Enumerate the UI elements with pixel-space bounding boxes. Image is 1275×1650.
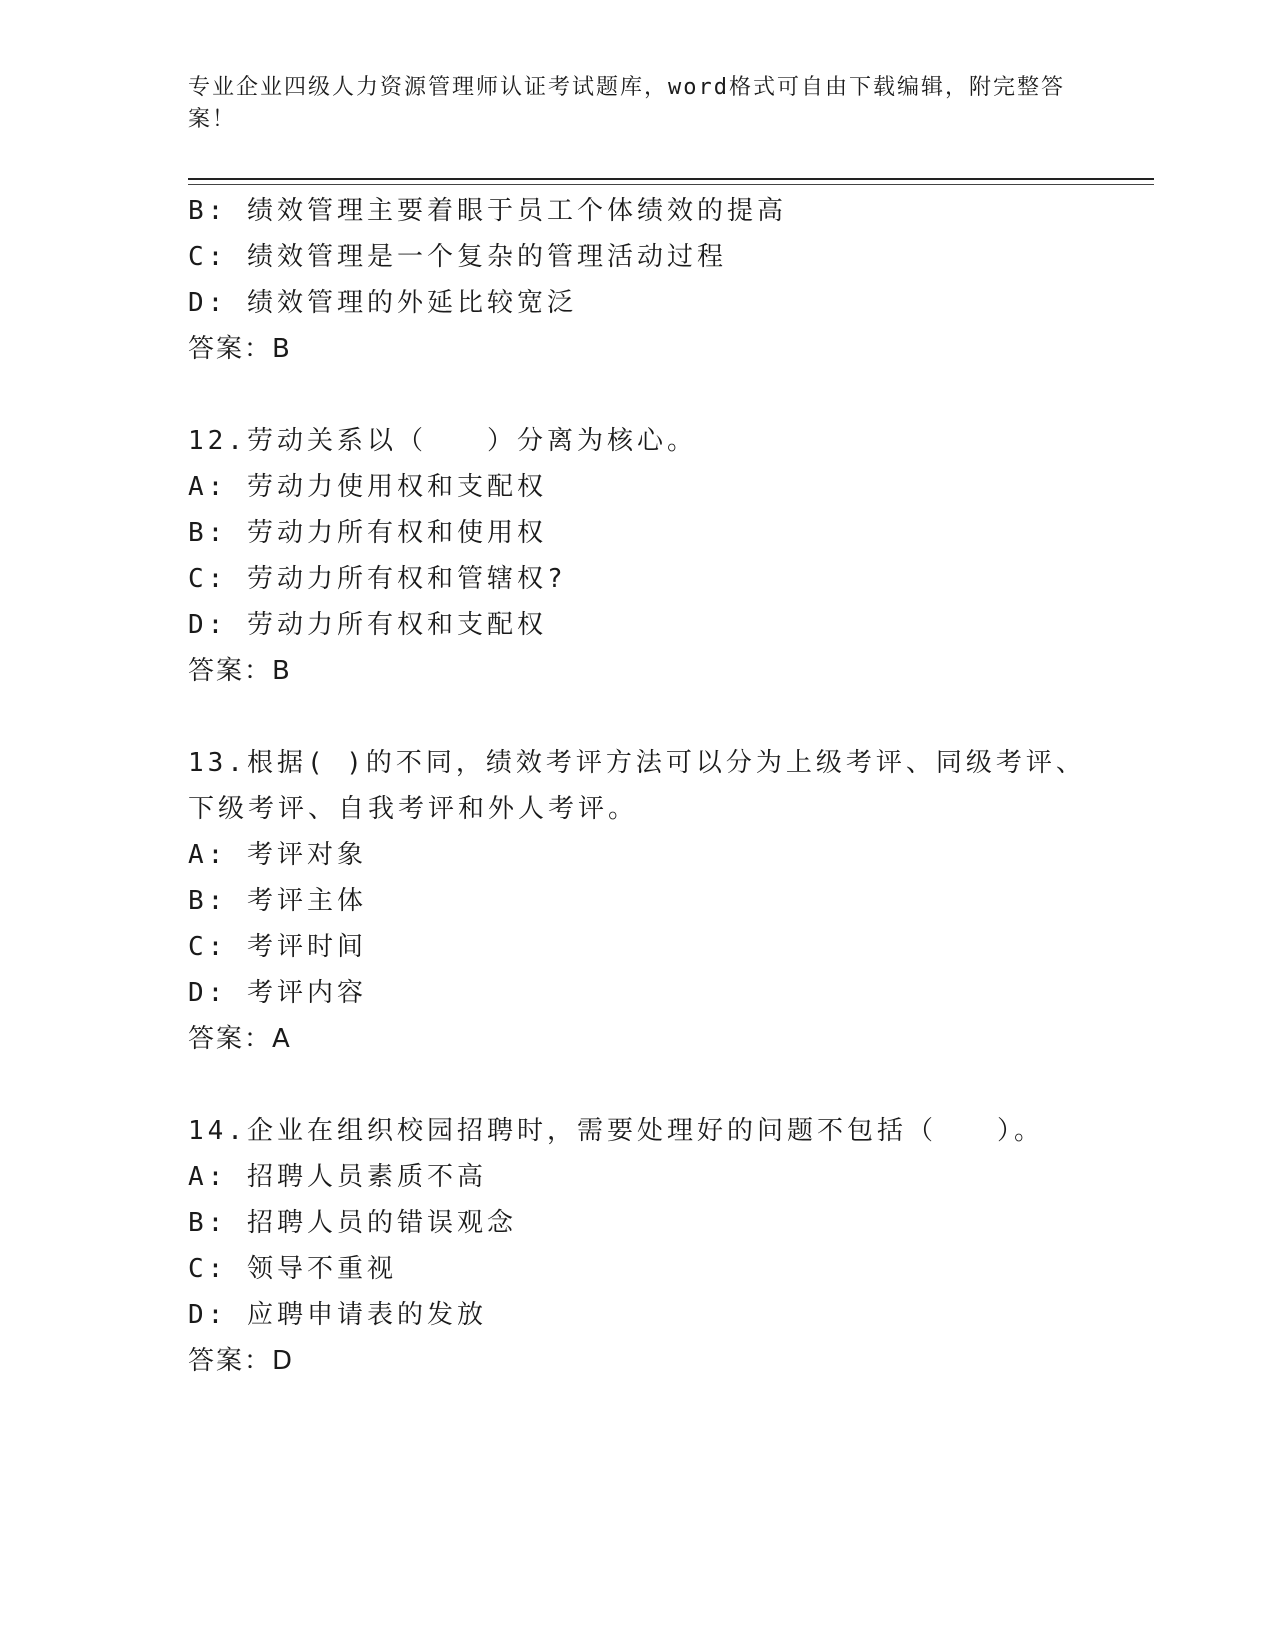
option-b: B: 劳动力所有权和使用权	[188, 518, 547, 548]
option-d: D: 劳动力所有权和支配权	[188, 610, 547, 640]
answer-line: 答案：B	[188, 334, 292, 364]
option-a: A: 考评对象	[188, 840, 367, 870]
question-11-continued	[188, 188, 1088, 372]
option-d: D: 绩效管理的外延比较宽泛	[188, 288, 577, 318]
option-c: C: 劳动力所有权和管辖权?	[188, 564, 567, 594]
page-header: 专业企业四级人力资源管理师认证考试题库，word格式可自由下载编辑，附完整答案！	[188, 75, 1065, 132]
question-stem: 14.企业在组织校园招聘时，需要处理好的问题不包括（ ）。	[188, 1116, 1044, 1146]
question-14	[188, 1108, 1088, 1384]
header-divider-thick	[188, 178, 1154, 180]
document-body	[188, 188, 1088, 1384]
question-stem: 12.劳动关系以（ ）分离为核心。	[188, 426, 697, 456]
question-13	[188, 740, 1088, 1062]
option-c: C: 领导不重视	[188, 1254, 397, 1284]
option-b: B: 考评主体	[188, 886, 367, 916]
question-12	[188, 418, 1088, 694]
option-d: D: 应聘申请表的发放	[188, 1300, 487, 1330]
answer-line: 答案：A	[188, 1024, 292, 1054]
option-b: B: 绩效管理主要着眼于员工个体绩效的提高	[188, 196, 787, 226]
header-divider-thin	[188, 184, 1154, 185]
option-c: C: 绩效管理是一个复杂的管理活动过程	[188, 242, 727, 272]
answer-line: 答案：B	[188, 656, 292, 686]
option-d: D: 考评内容	[188, 978, 367, 1008]
answer-line: 答案：D	[188, 1346, 295, 1376]
option-a: A: 劳动力使用权和支配权	[188, 472, 547, 502]
option-c: C: 考评时间	[188, 932, 367, 962]
question-stem: 13.根据( )的不同，绩效考评方法可以分为上级考评、同级考评、下级考评、自我考评和外人考评。	[188, 748, 1086, 824]
option-a: A: 招聘人员素质不高	[188, 1162, 487, 1192]
option-b: B: 招聘人员的错误观念	[188, 1208, 517, 1238]
